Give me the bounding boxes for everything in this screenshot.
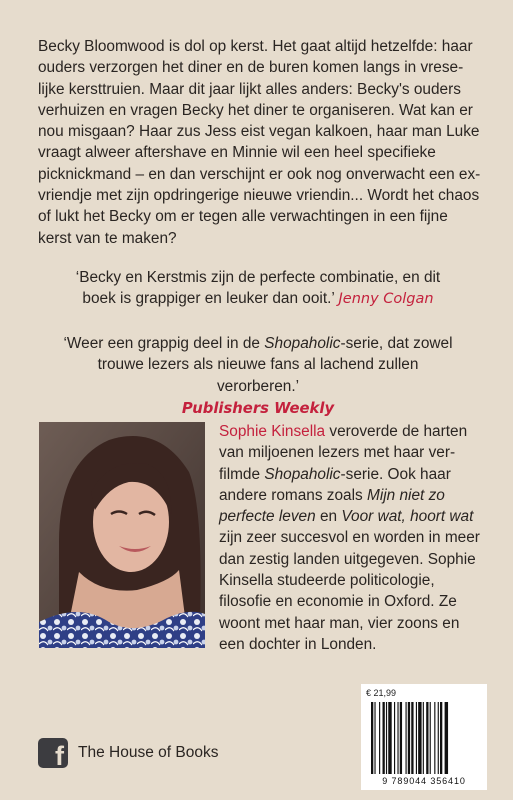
review-quote-1-text: ‘Becky en Kerstmis zijn de perfecte combinatie, en dit boek is grappiger en leuker dan ooit.’: [75, 269, 441, 308]
author-name: Sophie Kinsella: [219, 423, 326, 440]
bio-text-1: veroverde de harten van miljoenen lezers met haar verfilmde: [219, 423, 468, 483]
barcode-panel: [361, 684, 487, 790]
barcode: [361, 684, 487, 790]
review-quote-1-source: Jenny Colgan: [338, 291, 434, 308]
review-quote-1: [58, 267, 458, 311]
review-quote-2: [58, 333, 458, 419]
author-photo: [39, 422, 205, 648]
review-quote-2-text-before: ‘Weer een grappig deel in de: [63, 335, 265, 352]
bio-title-1: Mijn niet zo perfecte leven: [219, 486, 445, 526]
facebook-icon: f: [38, 738, 68, 768]
author-bio: [219, 421, 487, 655]
bio-text-4: zijn zeer succesvol en worden in meer dan zestig landen uitgegeven. Sophie Kinsella studeerde politicologie, filosofie en economie in Oxford. Ze woont met haar man, vier zoons en een dochter in Londen.: [219, 529, 480, 653]
bio-title-2: Voor wat, hoort wat: [341, 508, 474, 526]
bio-text-3: en: [315, 508, 342, 526]
bio-series: Shopaholic: [264, 465, 341, 483]
back-cover-blurb: Becky Bloomwood is dol op kerst. Het gaat altijd hetzelfde: haar ouders verzorgen het diner en de buren komen langs in vreselijke kersttruien. Maar dit jaar lijkt alles anders: Becky's ouders verhuizen en vragen Becky het diner te organiseren. Wat kan er nou misgaan? Haar zus Jess eist vegan kalkoen, haar man Luke vraagt alweer aftershave en Minnie wil een heel specifieke picknickmand – en dan verschijnt er ook nog onverwacht een ex-vriendje met zijn opdringerige nieuwe vriendin... Wordt het chaos of lukt het Becky om er tegen alle verwachtingen in een fijne kerst van te maken?: [38, 38, 481, 247]
isbn-number: 9 789044 356410: [382, 776, 466, 786]
price-label: € 21,99: [366, 688, 397, 698]
review-quote-2-source: Publishers Weekly: [181, 399, 335, 417]
bio-text-2: -serie. Ook haar andere romans zoals: [219, 465, 451, 504]
review-quote-2-series: Shopaholic: [264, 335, 341, 352]
review-quote-2-text-after: -serie, dat zowel trouwe lezers als nieuwe fans al lachend zullen verorberen.’: [97, 335, 453, 395]
publisher-name: The House of Books: [78, 744, 219, 761]
